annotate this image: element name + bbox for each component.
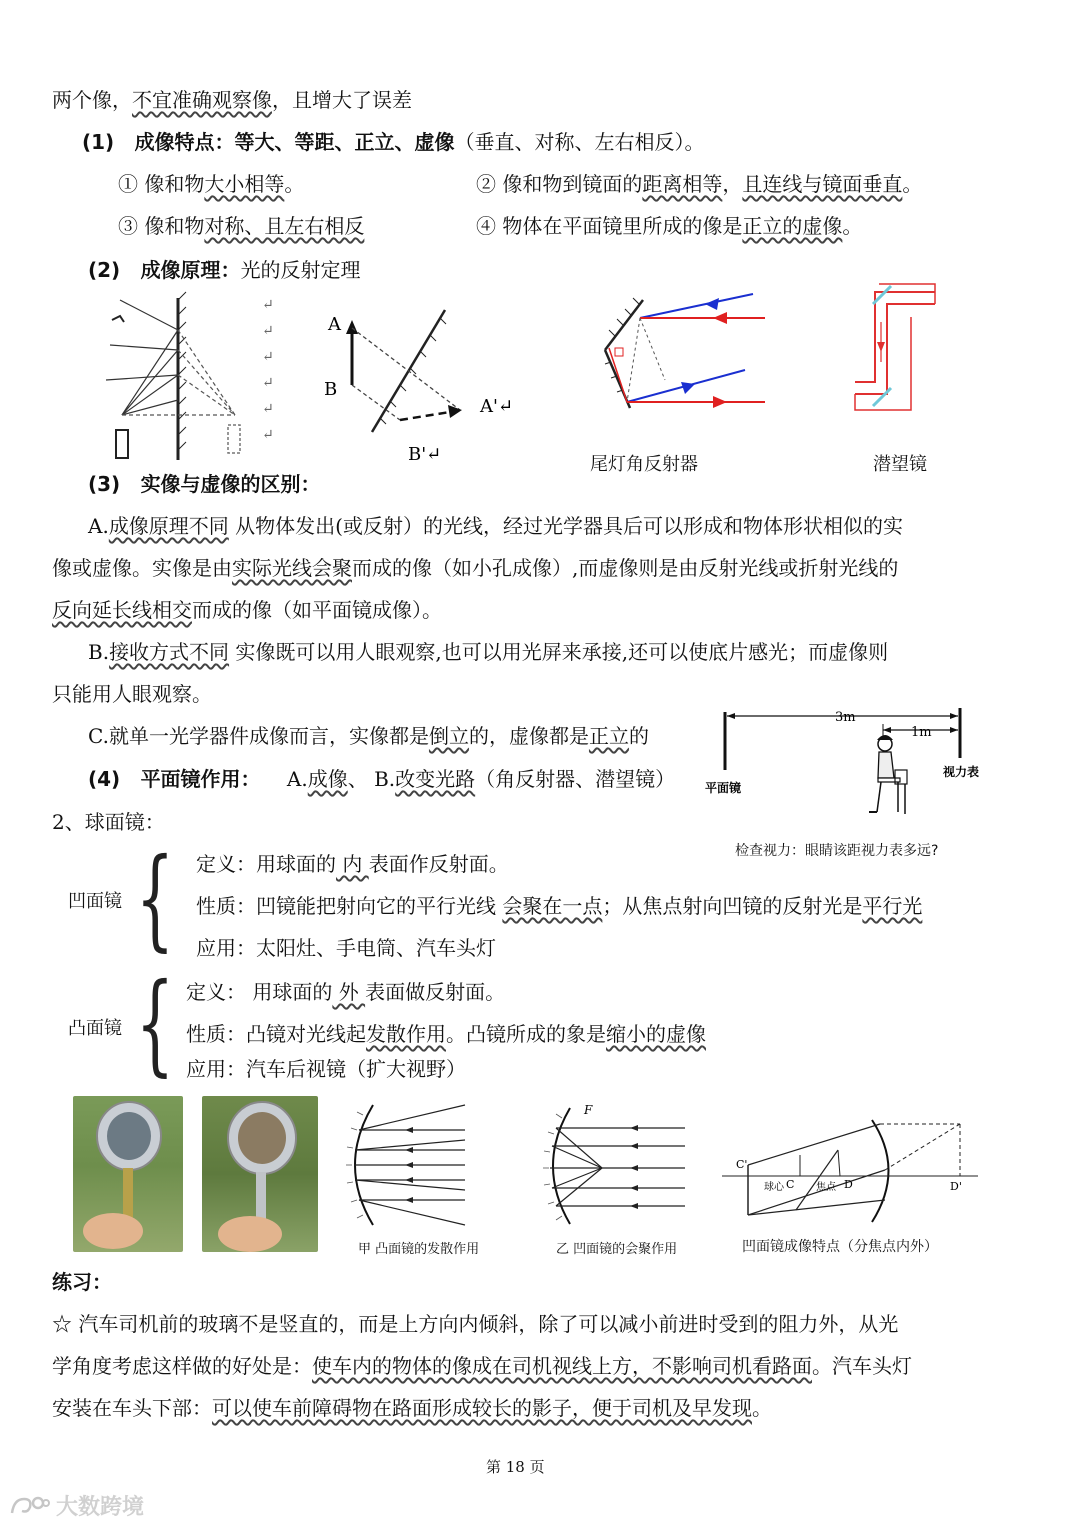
- convex-diverging-diagram: [345, 1100, 485, 1230]
- convex-diverging-caption: 甲 凸面镜的发散作用: [358, 1242, 480, 1257]
- label-C: C: [786, 1178, 795, 1191]
- text: 。汽车头灯: [812, 1354, 912, 1378]
- real-virtual-b-line-1: [88, 638, 888, 666]
- text: 。: [752, 1396, 772, 1420]
- eye-exam-diagram: [705, 700, 985, 830]
- text: ② 像和物到镜面的: [476, 172, 643, 196]
- text: 实像既可以用人眼观察,也可以用光屏来承接,还可以使底片感光；而虚像则: [229, 640, 889, 664]
- periscope-caption: 潜望镜: [873, 454, 927, 475]
- concave-converging-caption: 乙 凹面镜的会聚作用: [556, 1242, 678, 1257]
- text: 而成的像（如平面镜成像）。: [192, 598, 442, 622]
- text: 性质：凸镜对光线起: [186, 1022, 366, 1046]
- underlined-text: 大小相等: [204, 172, 285, 196]
- practice-line-2: [52, 1352, 912, 1380]
- label-A-prime: A'↵: [480, 396, 514, 417]
- practice-line-1: ☆ 汽车司机前的玻璃不是竖直的，而是上方向内倾斜，除了可以减小前进时受到的阻力外，从光: [52, 1312, 899, 1336]
- underlined-text: 改变光路: [395, 767, 476, 791]
- text: ；从焦点射向凹镜的反射光是: [602, 894, 863, 918]
- section-number: (4): [88, 767, 121, 791]
- underlined-text: 距离相等: [642, 172, 723, 196]
- underlined-text: 反向延长线相交: [52, 598, 192, 622]
- label-center: 球心: [764, 1182, 784, 1193]
- real-virtual-a-line-2: [52, 554, 898, 582]
- underlined-text: 成像: [307, 767, 348, 791]
- real-virtual-a-line-3: [52, 596, 442, 624]
- underlined-text: 正立: [588, 724, 629, 748]
- label-B: B: [324, 379, 338, 400]
- text: 。: [842, 214, 863, 238]
- distance-3m-label: 3m: [835, 710, 856, 725]
- text: 定义： 用球面的: [186, 980, 333, 1004]
- text: 两个像，: [52, 88, 132, 112]
- label-A: A: [328, 314, 341, 335]
- section-3-heading: [88, 470, 321, 498]
- mark: ↵: [262, 375, 274, 391]
- corner-reflector-caption: 尾灯角反射器: [590, 454, 698, 475]
- underlined-text: 可以使车前障碍物在路面形成较长的影子，便于司机及早发现: [212, 1396, 752, 1420]
- mark: ↵: [262, 297, 274, 313]
- underlined-text: 实际光线会聚: [232, 556, 352, 580]
- focus-F-label: F: [584, 1103, 593, 1117]
- concave-property: [196, 892, 922, 920]
- text: C.就单一光学器件成像而言，实像都是: [88, 724, 429, 748]
- text: A.: [88, 514, 109, 538]
- feature-item-2: [476, 170, 922, 198]
- text: 。: [902, 172, 923, 196]
- watermark: [8, 1490, 144, 1521]
- section-4-heading: [88, 765, 675, 793]
- text: 从物体发出(或反射）的光线，经过光学器具后可以形成和物体形状相似的实: [228, 514, 903, 538]
- text: 安装在车头下部：: [52, 1396, 212, 1420]
- underlined-text: 对称、且左右相反: [204, 214, 365, 238]
- section-title: 平面镜作用：: [140, 767, 261, 791]
- label-B-prime: B'↵: [408, 444, 442, 465]
- concave-brace: {: [135, 834, 175, 962]
- label-C-prime: C': [736, 1158, 748, 1171]
- text: 而成的像（如小孔成像）,而虚像则是由反射光线或折射光线的: [352, 556, 899, 580]
- mark: ↵: [262, 323, 274, 339]
- concave-converging-diagram: [540, 1100, 690, 1230]
- object-image-diagram: [320, 300, 520, 465]
- text: ③ 像和物: [118, 214, 205, 238]
- page-number: 第 18 页: [486, 1458, 545, 1476]
- underlined-text: 内: [336, 852, 369, 876]
- watermark-text: 大数跨境: [56, 1495, 145, 1520]
- text: 的: [628, 724, 649, 748]
- real-virtual-c-line: [88, 722, 649, 750]
- text: A.: [286, 767, 308, 791]
- underlined-text: 接收方式不同: [109, 640, 230, 664]
- watermark-logo-icon: [8, 1493, 50, 1519]
- text: 学角度考虑这样做的好处是：: [52, 1354, 312, 1378]
- underlined-text: 外: [332, 980, 366, 1004]
- underlined-text: 缩小的虚像: [606, 1022, 706, 1046]
- concave-application: 应用：太阳灶、手电筒、汽车头灯: [196, 936, 496, 960]
- section-title: 成像原理：: [140, 258, 241, 282]
- real-virtual-b-line-2: 只能用人眼观察。: [52, 682, 212, 706]
- convex-property: [186, 1020, 706, 1048]
- underlined-text: 平行光: [862, 894, 923, 918]
- intro-line: [52, 86, 412, 114]
- text: 的，虚像都是: [468, 724, 589, 748]
- section-number: (3): [88, 472, 121, 496]
- plane-mirror-ray-diagram: [100, 290, 270, 465]
- section-2-heading: [88, 256, 361, 284]
- convex-brace: {: [135, 959, 175, 1087]
- mark: ↵: [262, 427, 274, 443]
- text: 、 B.: [347, 767, 396, 791]
- eye-chart-label: 视力表: [943, 765, 980, 779]
- feature-item-4: [476, 212, 862, 240]
- underlined-text: 且连线与镜面垂直: [742, 172, 903, 196]
- text: 。: [284, 172, 305, 196]
- section-note: （垂直、对称、左右相反）。: [454, 130, 705, 154]
- label-D: D: [844, 1178, 853, 1191]
- mark: ↵: [262, 349, 274, 365]
- eye-exam-caption: 检查视力：眼睛该距视力表多远?: [735, 843, 939, 859]
- practice-title: 练习：: [52, 1270, 112, 1294]
- practice-line-3: [52, 1394, 772, 1422]
- distance-1m-label: 1m: [911, 725, 932, 740]
- spoon-concave-photo: [202, 1096, 318, 1252]
- concave-imaging-caption: 凹面镜成像特点（分焦点内外）: [742, 1239, 938, 1255]
- text: ，且增大了误差: [272, 88, 412, 112]
- text: B.: [88, 640, 110, 664]
- text: ① 像和物: [118, 172, 205, 196]
- convex-definition: [186, 978, 505, 1006]
- section-1-heading: [82, 128, 705, 156]
- concave-mirror-label: 凹面镜: [68, 891, 122, 912]
- text: 表面作反射面。: [368, 852, 509, 876]
- underlined-text: 不宜准确观察像: [132, 88, 272, 112]
- section-title: 成像特点：等大、等距、正立、虚像: [134, 130, 455, 154]
- concave-imaging-diagram: [720, 1110, 980, 1228]
- spherical-mirror-title: 2、球面镜：: [52, 810, 165, 834]
- spoon-convex-photo: [73, 1096, 183, 1252]
- periscope-diagram: [845, 282, 945, 417]
- label-focus: 焦点: [816, 1182, 836, 1193]
- text: 。凸镜所成的象是: [446, 1022, 606, 1046]
- underlined-text: 正立的虚像: [742, 214, 843, 238]
- text: 表面做反射面。: [365, 980, 506, 1004]
- text: 像或虚像。实像是由: [52, 556, 232, 580]
- underlined-text: 倒立: [428, 724, 469, 748]
- text: （角反射器、潜望镜）: [475, 767, 676, 791]
- mirror-label: 平面镜: [705, 781, 742, 795]
- section-title: 实像与虚像的区别：: [140, 472, 321, 496]
- underlined-text: 成像原理不同: [108, 514, 229, 538]
- underlined-text: 使车内的物体的像成在司机视线上方，不影响司机看路面: [312, 1354, 812, 1378]
- text: 定义：用球面的: [196, 852, 336, 876]
- feature-item-1: [118, 170, 304, 198]
- feature-item-3: [118, 212, 364, 240]
- text: ，: [722, 172, 743, 196]
- section-number: (2): [88, 258, 121, 282]
- convex-application: 应用：汽车后视镜（扩大视野）: [186, 1057, 466, 1081]
- text: ④ 物体在平面镜里所成的像是: [476, 214, 743, 238]
- mark: ↵: [262, 401, 274, 417]
- paragraph-marks: [262, 292, 276, 448]
- section-text: 光的反射定理: [240, 258, 361, 282]
- section-number: (1): [82, 130, 115, 154]
- text: 性质：凹镜能把射向它的平行光线: [196, 894, 503, 918]
- corner-reflector-diagram: [595, 290, 775, 425]
- underlined-text: 发散作用: [366, 1022, 446, 1046]
- real-virtual-a-line-1: [88, 512, 903, 540]
- concave-definition: [196, 850, 509, 878]
- label-D-prime: D': [950, 1180, 962, 1193]
- underlined-text: 会聚在一点: [502, 894, 603, 918]
- convex-mirror-label: 凸面镜: [68, 1018, 122, 1039]
